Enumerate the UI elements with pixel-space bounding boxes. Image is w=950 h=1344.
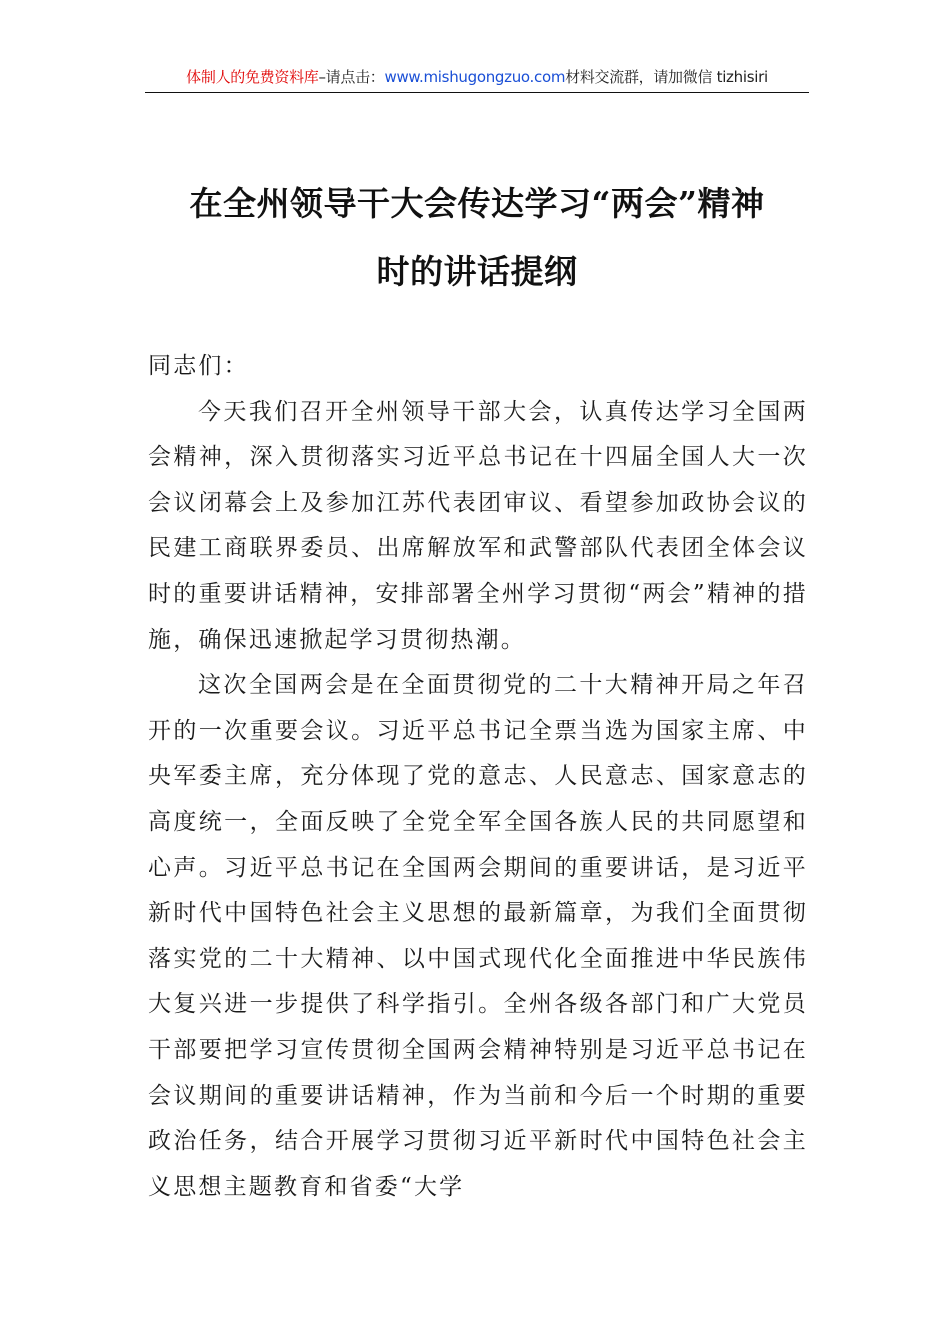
header-prompt: –请点击：: [318, 68, 385, 86]
header-site-name: 体制人的免费资料库: [186, 68, 319, 86]
page-header: [145, 66, 809, 92]
header-divider: [145, 92, 809, 93]
paragraph: 今天我们召开全州领导干部大会，认真传达学习全国两会精神，深入贯彻落实习近平总书记在十四届全国人大一次会议闭幕会上及参加江苏代表团审议、看望参加政协会议的民建工商联界委员、出席解放军和武警部队代表团全体会议时的重要讲话精神，安排部署全州学习贯彻“两会”精神的措施，确保迅速掀起学习贯彻热潮。: [148, 398, 808, 653]
header-link[interactable]: www.mishugongzuo.com: [384, 68, 566, 86]
header-suffix: 材料交流群，请加微信 tizhisiri: [565, 68, 768, 86]
salutation: 同志们：: [148, 353, 249, 379]
paragraph: 这次全国两会是在全面贯彻党的二十大精神开局之年召开的一次重要会议。习近平总书记全票当选为国家主席、中央军委主席，充分体现了党的意志、人民意志、国家意志的高度统一，全面反映了全党全军全国各族人民的共同愿望和心声。习近平总书记在全国两会期间的重要讲话，是习近平新时代中国特色社会主义思想的最新篇章，为我们全面贯彻落实党的二十大精神、以中国式现代化全面推进中华民族伟大复兴进一步提供了科学指引。全州各级各部门和广大党员干部要把学习宣传贯彻全国两会精神特别是习近平总书记在会议期间的重要讲话精神，作为当前和今后一个时期的重要政治任务，结合开展学习贯彻习近平新时代中国特色社会主义思想主题教育和省委“大学: [148, 672, 808, 1200]
document-body: [148, 344, 808, 1210]
document-title-line-1: 在全州领导干大会传达学习“两会”精神: [189, 184, 765, 223]
document-title-line-2: 时的讲话提纲: [376, 252, 578, 291]
